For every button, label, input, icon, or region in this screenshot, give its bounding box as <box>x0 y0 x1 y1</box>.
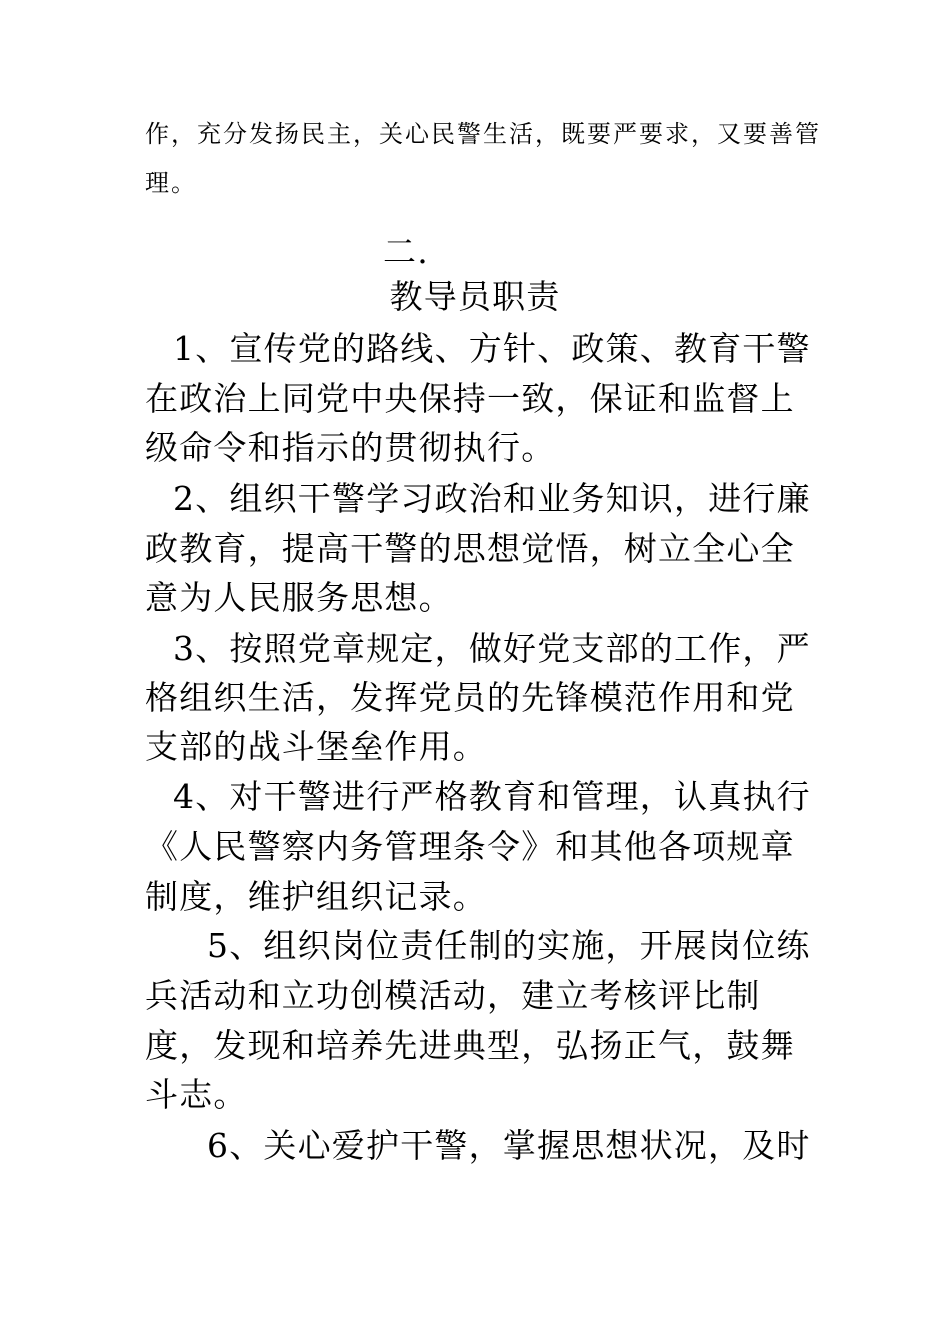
duty-6-line-1: 6、关心爱护干警，掌握思想状况，及时 <box>207 1126 811 1165</box>
duty-5-line-4: 斗志。 <box>145 1075 248 1114</box>
duty-3-line-1: 3、按照党章规定，做好党支部的工作，严 <box>173 629 811 668</box>
duty-2-line-3: 意为人民服务思想。 <box>145 578 453 617</box>
duty-2-line-1: 2、组织干警学习政治和业务知识，进行廉 <box>173 479 811 518</box>
section-heading: 教导员职责 <box>389 277 561 316</box>
section-number: 二. <box>383 232 429 271</box>
duty-5-line-1: 5、组织岗位责任制的实施，开展岗位练 <box>207 926 811 965</box>
duty-5-line-2: 兵活动和立功创模活动，建立考核评比制 <box>145 976 761 1015</box>
duty-3-line-2: 格组织生活，发挥党员的先锋模范作用和党 <box>145 678 795 717</box>
duty-3-line-3: 支部的战斗堡垒作用。 <box>145 727 487 766</box>
duty-4-line-3: 制度，维护组织记录。 <box>145 877 487 916</box>
intro-line-2: 理。 <box>145 169 197 197</box>
duty-1-line-3: 级命令和指示的贯彻执行。 <box>145 428 556 467</box>
duty-1-line-1: 1、宣传党的路线、方针、政策、教育干警 <box>173 329 811 368</box>
duty-1-line-2: 在政治上同党中央保持一致，保证和监督上 <box>145 379 795 418</box>
duty-5-line-3: 度，发现和培养先进典型，弘扬正气，鼓舞 <box>145 1026 795 1065</box>
intro-line-1: 作，充分发扬民主，关心民警生活，既要严要求，又要善管 <box>145 120 821 148</box>
duty-4-line-2: 《人民警察内务管理条令》和其他各项规章 <box>145 827 795 866</box>
duty-4-line-1: 4、对干警进行严格教育和管理，认真执行 <box>173 777 811 816</box>
duty-2-line-2: 政教育，提高干警的思想觉悟，树立全心全 <box>145 529 795 568</box>
